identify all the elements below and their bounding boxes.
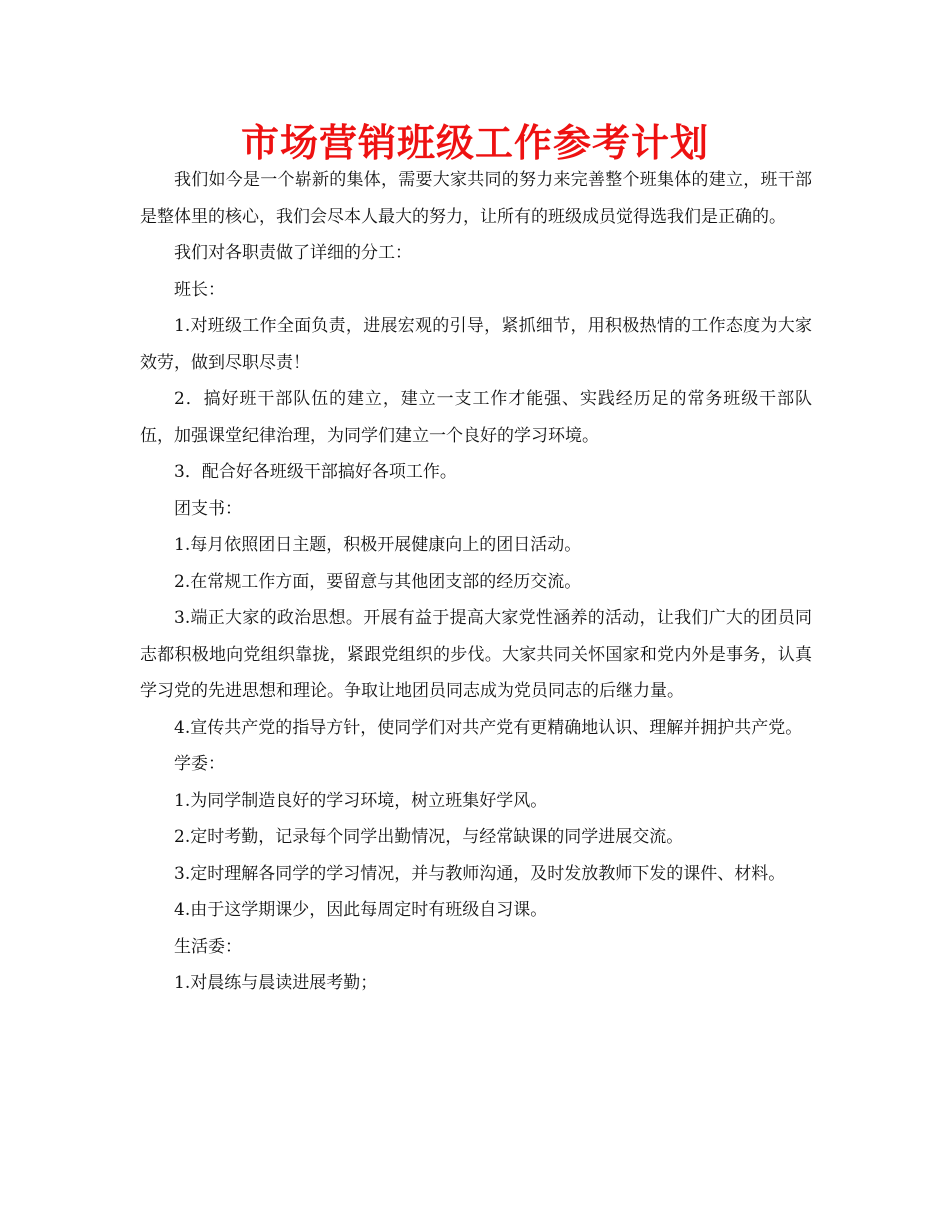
league-item-4: 4.宣传共产党的指导方针，使同学们对共产党有更精确地认识、理解并拥护共产党。 <box>174 717 803 738</box>
league-item-2: 2.在常规工作方面，要留意与其他团支部的经历交流。 <box>174 571 582 592</box>
monitor-item-1: 1.对班级工作全面负责，进展宏观的引导，紧抓细节，用积极热情的工作态度为大家效劳，做到尽职尽责！ <box>140 316 812 373</box>
study-item-4: 4.由于这学期课少，因此每周定时有班级自习课。 <box>174 900 548 920</box>
paragraph-intro: 我们如今是一个崭新的集体，需要大家共同的努力来完善整个班集体的建立，班干部是整体里的核心，我们会尽本人最大的努力，让所有的班级成员觉得选我们是正确的。 <box>140 170 812 227</box>
life-item-1: 1.对晨练与晨读进展考勤； <box>174 973 378 993</box>
monitor-item-3: 3．配合好各班级干部搞好各项工作。 <box>174 462 457 482</box>
study-item-3: 3.定时理解各同学的学习情况，并与教师沟通，及时发放教师下发的课件、材料。 <box>174 863 786 884</box>
heading-monitor: 班长： <box>174 279 225 300</box>
heading-life-committee: 生活委： <box>174 936 242 957</box>
league-item-3: 3.端正大家的政治思想。开展有益于提高大家党性涵养的活动，让我们广大的团员同志都积极地向党组织靠拢，紧跟党组织的步伐。大家共同关怀国家和党内外是事务，认真学习党的先进思想和理论。争取让地团员同志成为党员同志的后继力量。 <box>140 608 812 701</box>
study-item-2: 2.定时考勤，记录每个同学出勤情况，与经常缺课的同学进展交流。 <box>174 827 684 847</box>
heading-league-secretary: 团支书： <box>174 498 242 519</box>
document-title: 市场营销班级工作参考计划 <box>240 120 709 165</box>
heading-study-committee: 学委： <box>174 754 225 774</box>
monitor-item-2: 2．搞好班干部队伍的建立，建立一支工作才能强、实践经历足的常务班级干部队伍，加强课堂纪律治理，为同学们建立一个良好的学习环境。 <box>140 389 812 446</box>
study-item-1: 1.为同学制造良好的学习环境，树立班集好学风。 <box>174 790 548 811</box>
document-body <box>140 162 812 1002</box>
league-item-1: 1.每月依照团日主题，积极开展健康向上的团日活动。 <box>174 535 582 555</box>
paragraph-division: 我们对各职责做了详细的分工： <box>174 243 412 263</box>
